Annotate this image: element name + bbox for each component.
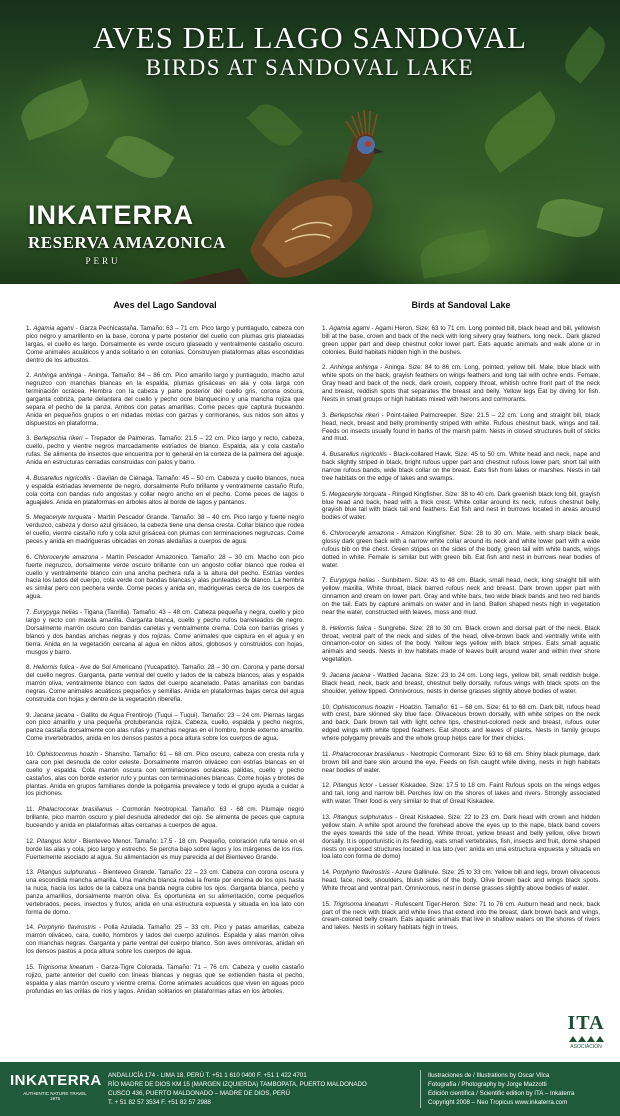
entry-number: 15.	[26, 963, 35, 971]
scientific-name: Pitangus lictor	[36, 837, 77, 845]
scientific-name: Phalacrocorax brasilianus	[38, 806, 113, 814]
entry-number: 4.	[322, 451, 328, 459]
entry-number: 7.	[322, 577, 328, 585]
entry-description: - Great Kiskadee. Size: 22 to 23 cm. Dark head with crown and hidden yellow stain. A white spot around the forehead above the eyes up to the nape, black band covers the eyes towards the side of the head. White throat, yellow breast and belly yellow, olive brown dorsally. It is opportunistic in its feeding, eats small vertebrates, fish, insects and fruit, dome shaped nests on exposed structures located in loa lato (ver: anida en una estructura expuesta y situada en loa lato con forma de domo)	[322, 813, 601, 861]
entry-description: – Trepador de Palmeras. Tamaño: 21.5 – 22 cm. Pico largo y recto, cabeza, cuello, pecho y vientre negros marcadamente estriados de blanco. Espalda, ala y cola castaño rufas. Se alimenta de insectos que encuentra por lo general en la corteza de la palmera del aguaje. Anida en estructuras cerradas construidas con palos y barro.	[26, 435, 304, 467]
english-entry	[322, 625, 600, 665]
spanish-column-heading: Aves del Lago Sandoval	[113, 300, 217, 310]
ita-association: ASOCIACIÓN	[570, 1044, 602, 1050]
footer-divider	[420, 1070, 421, 1108]
spanish-entry	[26, 838, 304, 862]
ita-name: ITA	[567, 1012, 605, 1034]
entry-description: - Cormorán Neotropical. Tamaño: 63 - 68 cm. Plumaje negro brillante, pico marrón oscuro y piel desnuda alrededor del ojo. Se alimenta de peces que captura buceando y anida en plataformas altas cercanas a cuerpos de agua.	[26, 806, 305, 829]
entry-description: - Garza Pechicastaña. Tamaño: 63 – 71 cm. Pico largo y puntiagudo, cabeza con pico negro y amarillento en la base, corona y parte posterior del cuello con plumas gris plateadas largas, el cuello es largo. Dorsalmente es verde oscuro glaseado y ventralmente castaño oscuro. Come animales acuáticos y anda solitario o en colonias. Construyen plataformas altas escondidas dentro de los arbustos.	[26, 325, 304, 364]
spanish-entry	[26, 806, 304, 830]
spanish-entry-list	[26, 325, 304, 996]
english-column	[322, 300, 600, 940]
entry-number: 13.	[26, 869, 35, 877]
scientific-name: Heliornis fulica	[329, 624, 372, 632]
english-entry	[322, 704, 600, 744]
entry-description: - Bienteveo Grande. Tamaño: 22 – 23 cm. Cabeza con corona oscura y una escondida mancha amarilla. Una mancha blanca rodea la frente por encima de los ojos hasta la nuca, hacia los lados de la cabeza una banda negra cubre los ojos. Garganta blanca, pecho y panza amarillos, dorsalmente marrón oliva. Es oportunista en su alimentación, come pequeños vertebrados, peces, insectos y frutos, anida en una estructura expuesta y situada en loa lato con forma de domo.	[26, 869, 305, 916]
spanish-entry	[26, 554, 304, 601]
scientific-name: Trigrisoma lineatum	[37, 963, 94, 971]
scientific-name: Anhinga anhinga	[33, 372, 82, 380]
scientific-name: Busarellus nigricollis	[33, 474, 91, 482]
entry-number: 14.	[26, 924, 35, 932]
scientific-name: Jacana jacana	[329, 672, 371, 679]
entry-number: 6.	[322, 530, 328, 538]
title-spanish: AVES DEL LAGO SANDOVAL	[93, 20, 527, 55]
entry-description: - Ringed Kingfisher. Size: 38 to 40 cm. Dark greenish black long bill, grayish blue head and back, head with a thick crest. White collar around its neck, rufous chestnut belly, grayish blue tail with black tail end feathers. Eat fish and nest in burrows located in areas around bodies of water.	[322, 490, 601, 522]
scientific-name: Trigrisoma lineatum	[333, 900, 389, 908]
spanish-entry	[26, 869, 304, 916]
scientific-name: Pitangus sulphuratus	[333, 813, 393, 821]
english-column-heading: Birds at Sandoval Lake	[411, 300, 511, 310]
scientific-name: Ophistocomus hoazin	[332, 703, 394, 711]
entry-number: 5.	[322, 490, 328, 498]
entry-description: - Martín Pescador Grande. Tamaño: 38 – 40 cm. Pico largo y fuerte negro verduzco, cabeza y dorso azul grisáceo, la cabeza tiene una densa cresta. Collar blanco que rodea el cuello, vientre castaño rufo y cola azul grisácea con plumas con terminaciones negruzcas. Come peces y anida en madrigueras ubicadas en zonas aledañas a cuerpos de agua.	[26, 514, 304, 546]
entry-description: - Tigana (Tanrilla). Tamaño: 43 – 48 cm. Cabeza pequeña y negra, cuello y pico largo y recto con maxila amarilla. Garganta blanca, cuello y pecho rufos barreteados de negro. Dorsalmente marrón oscuro con bandas canelas y ventralmente crema. Cola con barras grises y blanco y dos bandas anchas negras y dos rojizas. Come animales que captura en el agua y en tierra. Anida en la vegetación cercana al agua en nidos altos, globosos y construidos con hojas, musgos y barro.	[26, 608, 305, 656]
english-entry	[322, 577, 600, 617]
entry-number: 5.	[26, 514, 32, 522]
footer-address	[108, 1071, 367, 1107]
entry-description: - Sunbittern. Size: 43 to 48 cm. Black, small head, neck, long straight bill with yellow maxilla. White throat, black barred rufous neck and breast. Dark brown upper part with cinnamon and cream on lower part. Gray and white bars, two wide black bands and two red bands on the tail. Eats by capture animals on water and in land. Ballon shaped nests high in vegetation near the water, constructed with leaves, moss and mud.	[322, 577, 601, 616]
footer	[0, 1062, 620, 1116]
english-entry	[322, 782, 600, 806]
entry-number: 9.	[322, 672, 328, 679]
credit-line: Edición científica / Scientific edition by ITA – Inkaterra	[428, 1090, 575, 1097]
scientific-name: Jacana jacana	[33, 711, 75, 719]
entry-description: - Amazon Kingfisher. Size: 28 to 30 cm. Male, with sharp black beak, glossy dark green back with a narrow white collar around its neck and white lower part with a wide rufous bib on the chest. Green stripes on the sides of the body, green tail with white bands, wings dotted in white. Female is similar but with green bib. Eat fish and nest in burrows near bodies of water.	[322, 530, 601, 569]
scientific-name: Anhinga anhinga	[329, 364, 378, 372]
entry-description: - Polla Azulada. Tamaño: 25 – 33 cm. Pico y patas amarillas, cabeza marrón oliváceo, cara, cuello, hombros y lados del cuerpo azulinos. Espalda y alas marrón oliva con manchas negras. Garganta y parte ventral del cuerpo blanco. Son aves omnívoras, anidan en los densos pastos a poca altura sobre los cuerpos de agua.	[26, 924, 304, 956]
entry-description: - Martín Pescador Amazonico. Tamaño: 28 – 30 cm. Macho con pico fuerte negruzco, dorsalmente verde oscuro brillante con un angosto collar blanco que rodea el cuello y ventralmente blanco con una ancha pechera rufa a la altura del pecho. Estrías verdes hacia los lados del cuerpo, cola verde con bandas blancas y alas punteadas de blanco. La hembra es similar pero con pechera verde. Come peces y anida en, madrigueras cerca de los cuerpos de agua.	[26, 553, 305, 601]
spanish-column	[26, 300, 304, 1003]
entry-number: 1.	[322, 325, 328, 332]
address-line: CUSCO 436, PUERTO MALDONADO – MADRE DE DIOS, PERÚ	[108, 1090, 290, 1097]
entry-number: 9.	[26, 711, 32, 719]
brand-country: PERU	[85, 256, 121, 266]
english-entry	[322, 672, 600, 696]
entry-description: - Hoatzin. Tamaño: 61 – 68 cm. Size: 61 to 68 cm. Dark bill, rufous head with crest, bare skinned sky blue face. Olivaceous brown dorsally, with white stripes on the neck and back. Dark brown tail with light ochre tips, chestnut-colored neck and breast, rufous outer edged wings with white tipped feathers. Eat shoots and leaves of plants. Nests in family groups where polygamy prevails and the whole group helps care for their chicks.	[322, 703, 600, 743]
spanish-entry	[26, 435, 304, 467]
spanish-entry	[26, 609, 304, 656]
entry-description: - Bienteveo Menor. Tamaño: 17.5 - 18 cm. Pequeño, coloración rufa tenue en el borde las alas y cola, pico largo y estrecho. Se percha bajo sobre lagos y los márgenes de los ríos. Fuertemente asociado al agua. Su alimentación es muy parecida al del Bienteveo Grande.	[26, 837, 304, 861]
english-entry	[322, 869, 600, 893]
scientific-name: Porphyrio flavirostris	[37, 924, 96, 932]
address-line: RÍO MADRE DE DIOS KM 15 (MARGEN IZQUIERDA) TAMBOPATA, PUERTO MALDONADO	[108, 1081, 367, 1088]
english-entry	[322, 491, 600, 523]
spanish-entry	[26, 964, 304, 996]
scientific-name: Berlepschia rikeri	[33, 435, 83, 443]
ita-logo	[560, 1012, 612, 1050]
footer-brand-tagline: AUTHENTIC NATURE TRAVEL	[23, 1091, 87, 1096]
footer-brand-year: 1975	[49, 1096, 60, 1101]
scientific-name: Eurypyga helias	[329, 577, 375, 585]
entry-description: - Azure Gallinule. Size: 25 to 33 cm. Yellow bill and legs, brown olivaceous head, face, neck, shoulders, bluish sides of the body. Olive brown back and wings black spots. White throat and ventral part. Omnivorous, nest in dense grasses slightly above bodies of water.	[322, 869, 600, 892]
english-entry	[322, 325, 600, 357]
english-entry	[322, 751, 600, 775]
spanish-entry	[26, 664, 304, 704]
credit-line: Ilustraciones de / Illustrations by Oscar Vilca	[428, 1072, 550, 1079]
spanish-entry	[26, 372, 304, 427]
entry-description: - Point-tailed Palmcreeper. Size: 21.5 – 22 cm. Long and straight bill, black head, neck, breast and belly prominently striped with white. Rufous chestnut back, wings and tail. Feeds on insects usually found in barks of the marsh palm. Nests in closed structures built of sticks and mud.	[322, 411, 601, 443]
scientific-name: Porphyrio flavirostris	[332, 869, 390, 877]
entry-number: 15.	[322, 900, 331, 908]
entry-number: 7.	[26, 608, 32, 616]
entry-description: - Shansho. Tamaño: 61 – 68 cm. Pico oscuro, cabeza con cresta rufa y cara con piel desnuda de color celeste. Dorsalmente marrón oliváceo con estrías blancas en el cuello y espalda. Cola marrón oscura con terminaciones ocráceas pálidas, cuello y pecho castaños, alas con borde exterior rufo y puntas con terminaciones blancas. Come hojas y brotes de plantas. Anida en grupos familiares donde la poligamia prevalece y todo el grupo ayuda a cuidar a los pichones.	[26, 750, 304, 798]
entry-description: - Agami Heron. Size: 63 to 71 cm. Long pointed bill, black head and bill, yellowish bill at the base, crown and back of the neck with long silvery gray feathers, long neck.. Dark glazed green upper part and deep chestnut color lower part. Eats aquatic animals and walk alone or in colonies. Build habitats hidden high in the bushes.	[322, 325, 600, 356]
entry-description: - Lesser Kiskadee. Size: 17.5 to 18 cm. Faint Rufous spots on the wings edges and tail, long and narrow bill. Perches low on the shores of lakes and rivers. Strongly associated with water. Their food is very similar to that of Great Kiskadee.	[322, 782, 600, 806]
english-entry	[322, 530, 600, 570]
scientific-name: Berlepschia rikeri	[329, 411, 380, 419]
entry-number: 1.	[26, 325, 32, 332]
spanish-entry	[26, 514, 304, 546]
entry-number: 12.	[26, 837, 35, 845]
scientific-name: Agamia agami	[329, 325, 370, 332]
hero-banner	[0, 0, 620, 284]
entry-number: 11.	[322, 750, 331, 758]
entry-description: - Gavilán de Ciénaga. Tamaño: 45 – 50 cm. Cabeza y cuello blancos, nuca y espalda estriadas levemente de negro, dorsalmente Rufo brillante y ventralmente castaño Rufo, cola corta con bandas rufo angostas y collar negro ancho en el pecho. Come peces de lagos o aguajales. Anida en plataformas en árboles altos al borde de lagos y pantanos.	[26, 474, 304, 506]
entry-description: - Sungrebe. Size: 28 to 30 cm. Black crown and dorsal part of the neck. Black throat, ventral part of the neck and sides of the head, olive-brown back and ventrally white with cinnamon-color on sides of the body. Yellow legs yellow with black stripes. Eats small aquatic animals and seeds. Nests in low habitats made of leaves built around water and within river shore vegetation.	[322, 624, 600, 664]
entry-number: 3.	[322, 411, 328, 419]
inkaterra-logo	[28, 200, 226, 266]
entry-number: 11.	[26, 806, 35, 814]
entry-number: 14.	[322, 869, 331, 877]
entry-number: 3.	[26, 435, 32, 443]
scientific-name: Pitangus lictor	[332, 782, 373, 790]
entry-description: - Gallito de Agua Frentirojo (Tuqui – Tuqui). Tamaño: 23 – 24 cm. Piernas largas con pico amarillo y una pequeña protuberancia rojiza. Cabeza, cuello, espalda y pecho negros, panza castaña dorsalmente con alas rufas y manchas negras en el hombro, borde externo amarillo. Come invertebrados, anida en los densos pastos a poca altura sobre los cuerpos de agua.	[26, 711, 304, 743]
brand-name: INKATERRA	[28, 200, 194, 230]
scientific-name: Megaceryle torquata	[33, 514, 92, 522]
entry-number: 10.	[322, 703, 331, 711]
scientific-name: Phalacrocorax brasilianus	[332, 750, 405, 758]
entry-description: - Ave de Sol Americano (Yucapatito). Tamaño: 28 – 30 cm. Corona y parte dorsal del cuello negros. Garganta, parte ventral del cuello y lados de la cabeza blancos, alas y espalda marrón oliva, ventralmente blanco con lados del cuerpo acanelado. Patas amarillas con bandas negras. Come animales acuáticos pequeños y semillas. Anida en plataformas bajas cerca del agua construida con hojas y dentro de la vegetación riberefia.	[26, 664, 305, 703]
scientific-name: Eurypyga helias	[33, 608, 79, 616]
ita-mountains-icon	[560, 1036, 612, 1042]
english-entry-list	[322, 325, 600, 932]
scientific-name: Ophistocomus hoazin	[37, 750, 99, 758]
scientific-name: Busarellus nigricollis	[329, 451, 387, 459]
footer-brand-name: INKATERRA	[10, 1072, 102, 1089]
entry-description: - Rufescent Tiger-Heron. Size: 71 to 76 cm. Auburn head and neck, back part of the neck with black and white lines that extend into the breast, dark brown back and wings, cream-colored belly cream. Eats aquatic animals that live in shallow waters on the shores of rivers and lakes. Nests in solitary habitats high in trees.	[322, 900, 601, 932]
entry-number: 12.	[322, 782, 331, 790]
scientific-name: Pitangus sulphuratus	[37, 869, 97, 877]
entry-description: - Wattled Jacana. Size: 23 to 24 cm. Long legs, yellow bill, small reddish bulge. Black head, neck, back and breast, chestnut belly dorsally, rufous wings with black spots on the shoulder, yellow tipped. Omnivorous, nests in dense grasses slightly above bodies of water.	[322, 672, 600, 695]
english-entry	[322, 412, 600, 444]
entry-number: 2.	[26, 372, 32, 380]
english-entry	[322, 364, 600, 404]
spanish-entry	[26, 712, 304, 744]
entry-description: - Aninga. Tamaño: 84 – 86 cm. Pico amarillo largo y puntiagudo, macho azul negruzco con manchas blancas en la espalda, plumas grisáceas en ala y cola larga con terminación ocrácea. Hembra con la cabeza y parte posterior del cuello gris, corona oscura, garganta cobriza, parte delantera del cuello y pecho ocre blanquecino y una mancha rojiza que separa el pecho de la panza. Ambos con patas amarillas. Come peces que captura buceando. Anida en pequeños grupos o en nidadas mixtas con garzas y cormoranes, sus nidos son altos y dispuestos en plataforma.	[26, 372, 304, 427]
title-english: BIRDS AT SANDOVAL LAKE	[145, 55, 475, 80]
footer-credits	[428, 1071, 574, 1107]
entry-number: 2.	[322, 364, 328, 372]
spanish-entry	[26, 751, 304, 798]
scientific-name: Chloroceryle amazona	[330, 530, 395, 538]
english-entry	[322, 901, 600, 933]
footer-logo	[10, 1072, 100, 1101]
entry-description: - Garza-Tigre Colorada. Tamaño: 71 – 76 cm. Cabeza y cuello castaño rojizo, parte anterior del cuello con líneas blancas y negras que se extienden hasta el pecho, espalda y alas marrón oscuro y vientre crema. Come animales acuáticos que viven en aguas poco profundas en las orillas de ríos y lagos. Anidan solitarios en plataformas altas en los árboles.	[26, 963, 304, 995]
spanish-entry	[26, 924, 304, 956]
brand-subtitle: RESERVA AMAZONICA	[28, 233, 226, 252]
entry-description: - Aninga. Size: 84 to 86 cm. Long, pointed, yellow bill. Male, blue black with white spots on the back, grayish feathers on wings feathers and long tail with ochre ends. Female, Gray head and back of the neck, dark crown, coppery throat, whitish ochre front part of the neck and breast, reddish spots that separates the breast and belly. Yellow legs Eat by diving for fish. Nests in small groups or high habitats mixed with herons and cormorants.	[322, 364, 600, 404]
entry-number: 13.	[322, 813, 331, 821]
scientific-name: Chloroceryle amazona	[34, 553, 99, 561]
scientific-name: Agamia agami	[33, 325, 74, 332]
english-entry	[322, 814, 600, 861]
entry-description: - Neotropic Cormorant. Size: 63 to 68 cm. Shiny black plumage, dark brown bill and bare skin around the eye. Feeds on fish caught while diving, nests in high habitats near bodies of water.	[322, 750, 600, 774]
entry-number: 8.	[322, 624, 328, 632]
scientific-name: Heliornis fulica	[33, 664, 75, 672]
entry-description: - Black-collared Hawk. Size: 45 to 50 cm. White head and neck, nape and back slightly striped in black, bright rufous upper part and chestnut rufous lower part, short tail with narrow rufous bands, wide black collar on the breast. Eats fish from lakes or marshes. Nests in tall tree habitats on the edge of lakes and swamps.	[322, 451, 600, 482]
spanish-entry	[26, 325, 304, 365]
entry-number: 6.	[26, 553, 32, 561]
address-line: ANDALUCÍA 174 - LIMA 18. PERÚ T. +51 1 610 0400 F. +51 1 422 4701	[108, 1072, 307, 1079]
credit-line: Fotografía / Photography by Jorge Mazzotti	[428, 1081, 547, 1088]
credit-line: Copyright 2008 – Neo Tropicus www.inkaterra.com	[428, 1099, 568, 1106]
spanish-entry	[26, 475, 304, 507]
english-entry	[322, 451, 600, 483]
entry-number: 8.	[26, 664, 32, 672]
entry-number: 4.	[26, 474, 32, 482]
entry-number: 10.	[26, 750, 35, 758]
scientific-name: Megaceryle torquata	[329, 490, 387, 498]
address-line: T. + 51 82 57 3534 F. +51 82 57 2988	[108, 1099, 211, 1106]
